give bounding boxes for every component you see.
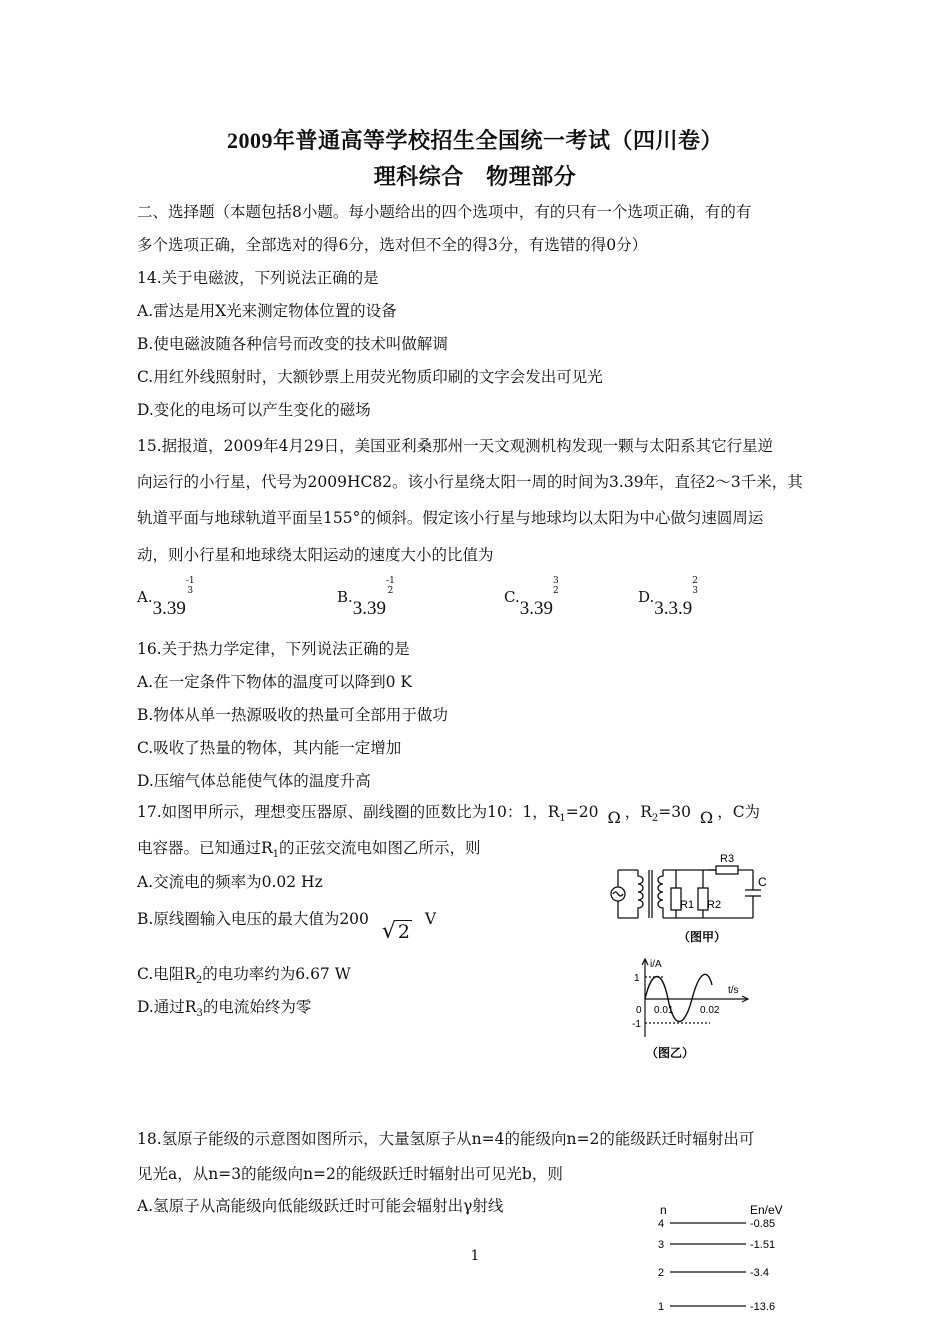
sqrt-expression: √ 2	[381, 919, 410, 944]
exam-title: 2009年普通高等学校招生全国统一考试（四川卷）	[226, 128, 723, 153]
page-number: 1	[470, 1248, 480, 1264]
section-instructions-line1: 二、选择题（本题包括8小题。每小题给出的四个选项中，有的只有一个选项正确，有的有	[137, 203, 752, 221]
level-n-3: 3	[658, 1239, 665, 1251]
q16-option-b: B.物体从单一热源吸收的热量可全部用于做功	[137, 706, 448, 724]
r3-label: R3	[720, 853, 735, 865]
circuit-diagram-figure	[608, 848, 778, 948]
q15-line2: 向运行的小行星，代号为2009HC82。该小行星绕太阳一周的时间为3.39年，直径2～3千米，其	[137, 473, 803, 491]
q15-line4: 动，则小行星和地球绕太阳运动的速度大小的比值为	[137, 546, 494, 564]
exam-subtitle: 理科综合 物理部分	[373, 164, 577, 189]
q18-option-a: A.氢原子从高能级向低能级跃迁时可能会辐射出γ射线	[137, 1197, 504, 1215]
q18-line1: 18.氢原子能级的示意图如图所示，大量氢原子从n=4的能级向n=2的能级跃迁时辐射出可	[137, 1130, 755, 1148]
q14-option-a: A.雷达是用X光来测定物体位置的设备	[137, 302, 397, 320]
q16-option-c: C.吸收了热量的物体，其内能一定增加	[137, 739, 402, 757]
q18-line2: 见光a，从n=3的能级向n=2的能级跃迁时辐射出可见光b，则	[137, 1165, 563, 1183]
q17-option-a: A.交流电的频率为0.02 Hz	[137, 873, 323, 891]
current-graph-figure	[620, 955, 760, 1063]
q15-option-d: D.3.3.9 2 3	[638, 576, 698, 619]
graph-xtick-1: 0.01	[654, 1005, 674, 1016]
q16-option-d: D.压缩气体总能使气体的温度升高	[137, 772, 371, 790]
energy-e-header: En/eV	[750, 1203, 783, 1217]
level-n-2: 2	[658, 1267, 665, 1279]
q15-option-c: C.3.39 3 2	[504, 576, 559, 619]
level-n-4: 4	[658, 1218, 665, 1230]
level-e-3: -1.51	[750, 1239, 776, 1251]
q14-stem: 14.关于电磁波，下列说法正确的是	[137, 269, 379, 287]
q15-line3: 轨道平面与地球轨道平面呈155°的倾斜。假定该小行星与地球均以太阳为中心做匀速圆周运	[137, 509, 764, 527]
q14-option-d: D.变化的电场可以产生变化的磁场	[137, 401, 371, 419]
q17-option-b: B.原线圈输入电压的最大值为200 √ 2 V	[137, 910, 437, 944]
figure-caption-yi: （图乙）	[646, 1046, 695, 1060]
graph-ytick-neg: -1	[632, 1019, 641, 1030]
q14-option-b: B.使电磁波随各种信号而改变的技术叫做解调	[137, 335, 448, 353]
q16-stem: 16.关于热力学定律，下列说法正确的是	[137, 640, 410, 658]
graph-ytick-pos: 1	[634, 973, 640, 984]
graph-xlabel: t/s	[728, 985, 739, 996]
energy-n-header: n	[660, 1203, 667, 1217]
graph-origin: 0	[636, 1005, 642, 1016]
q16-option-a: A.在一定条件下物体的温度可以降到0 K	[137, 673, 412, 691]
section-instructions-line2: 多个选项正确，全部选对的得6分，选对但不全的得3分，有选错的得0分）	[137, 236, 648, 254]
omega-symbol: Ω	[699, 808, 714, 827]
level-e-4: -0.85	[750, 1218, 776, 1230]
q17-option-c: C.电阻$R_2$的电功率约为6.67 W	[137, 965, 351, 987]
capacitor-label: C	[758, 875, 767, 889]
q14-option-c: C.用红外线照射时，大额钞票上用荧光物质印刷的文字会发出可见光	[137, 368, 603, 386]
q17-line2: 电容器。已知通过$R_1$的正弦交流电如图乙所示，则	[137, 839, 481, 861]
q17-option-d: D.通过$R_3$的电流始终为零	[137, 998, 312, 1020]
graph-xtick-2: 0.02	[700, 1005, 720, 1016]
r1-label: R1	[680, 899, 695, 911]
q15-line1: 15.据报道，2009年4月29日，美国亚利桑那州一天文观测机构发现一颗与太阳系其它行星逆	[137, 437, 774, 455]
q17-line1: 17.如图甲所示，理想变压器原、副线圈的匝数比为10：1，$R_1=20$ Ω ，$R_2=30$ Ω ，C为	[137, 803, 761, 827]
r2-label: R2	[707, 899, 722, 911]
graph-ylabel: i/A	[650, 959, 662, 970]
q15-option-a: A.3.39 -1 3	[137, 576, 195, 619]
figure-caption-jia: （图甲）	[678, 930, 727, 944]
level-e-2: -3.4	[750, 1267, 769, 1279]
level-e-1: -13.6	[750, 1301, 776, 1313]
omega-symbol: Ω	[607, 808, 621, 827]
level-n-1: 1	[658, 1301, 665, 1313]
q15-option-b: B.3.39 -1 2	[337, 576, 395, 619]
